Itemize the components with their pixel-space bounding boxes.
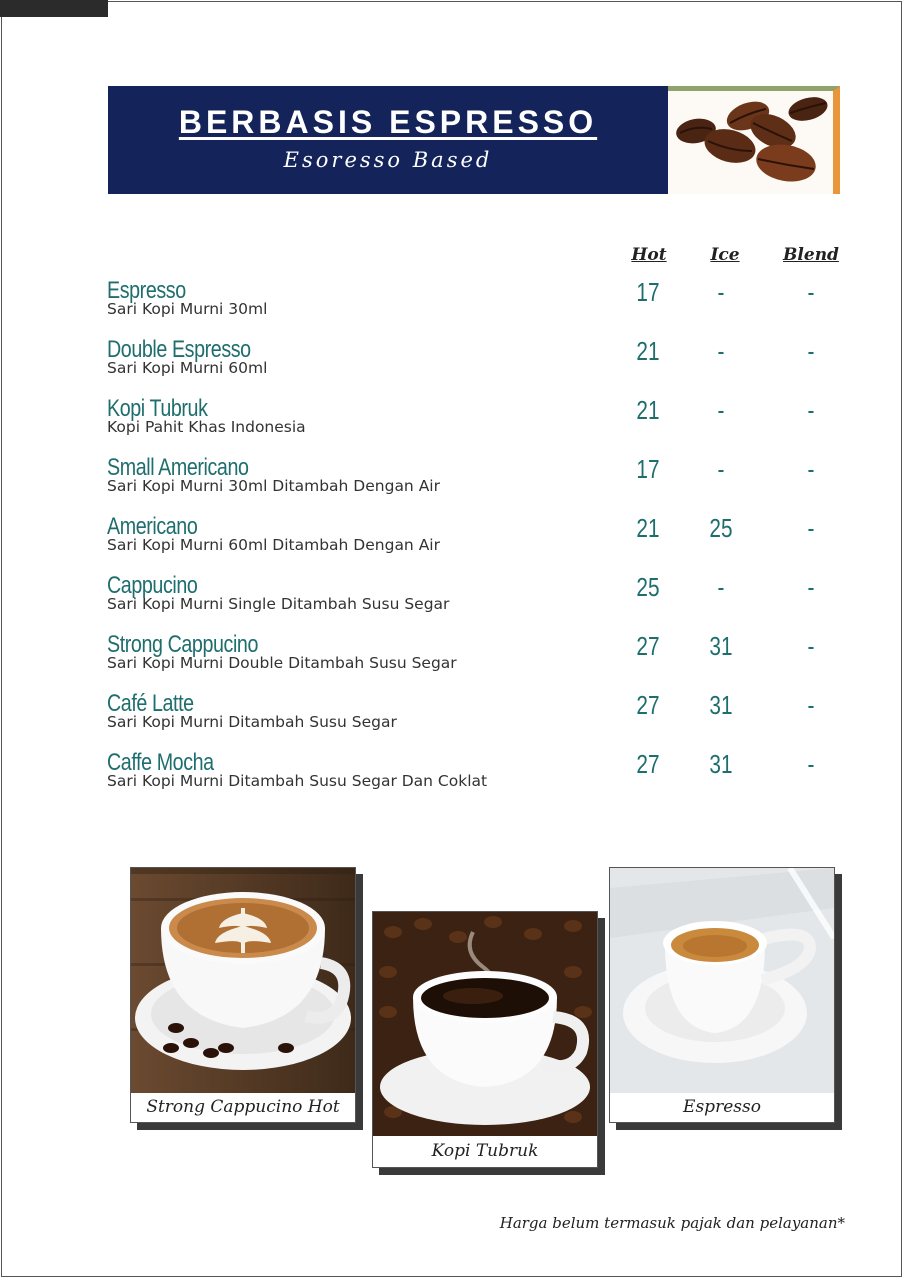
corner-tab xyxy=(0,0,108,17)
coffee-beans-icon xyxy=(668,86,840,194)
column-header-blend: Blend xyxy=(783,245,839,265)
menu-item-name: Espresso xyxy=(107,277,186,304)
price-ice: 31 xyxy=(709,690,733,720)
coffee-cup-icon xyxy=(373,912,597,1136)
photo-caption: Espresso xyxy=(683,1097,761,1117)
menu-item-description: Sari Kopi Murni 60ml xyxy=(107,359,268,377)
menu-item xyxy=(107,749,847,805)
menu-item-description: Sari Kopi Murni 60ml Ditambah Dengan Air xyxy=(107,536,440,554)
menu-item xyxy=(107,572,847,628)
price-ice: - xyxy=(717,395,725,425)
menu-item-name: Americano xyxy=(107,513,198,540)
menu-item xyxy=(107,690,847,746)
price-blend: - xyxy=(807,454,815,484)
menu-item-description: Kopi Pahit Khas Indonesia xyxy=(107,418,306,436)
price-blend: - xyxy=(807,749,815,779)
menu-item xyxy=(107,513,847,569)
price-ice: - xyxy=(717,454,725,484)
price-blend: - xyxy=(807,336,815,366)
photo-card xyxy=(130,867,356,1123)
price-hot: 21 xyxy=(636,336,660,366)
price-hot: 21 xyxy=(636,395,660,425)
price-hot: 17 xyxy=(636,454,660,484)
menu-item-name: Double Espresso xyxy=(107,336,251,363)
header-banner xyxy=(108,86,668,194)
column-header-hot: Hot xyxy=(631,245,667,265)
menu-item xyxy=(107,395,847,451)
price-ice: 31 xyxy=(709,749,733,779)
menu-item-name: Caffe Mocha xyxy=(107,749,214,776)
page-subtitle: Esoresso Based xyxy=(283,148,493,172)
menu-item-description: Sari Kopi Murni 30ml Ditambah Dengan Air xyxy=(107,477,440,495)
price-blend: - xyxy=(807,395,815,425)
espresso-cup-icon xyxy=(610,868,834,1093)
menu-item xyxy=(107,454,847,510)
column-header-ice: Ice xyxy=(710,245,740,265)
price-hot: 27 xyxy=(636,631,660,661)
menu-item-description: Sari Kopi Murni Ditambah Susu Segar xyxy=(107,713,397,731)
menu-item-name: Cappucino xyxy=(107,572,198,599)
menu-item-description: Sari Kopi Murni Double Ditambah Susu Segar xyxy=(107,654,457,672)
menu-item-description: Sari Kopi Murni Ditambah Susu Segar Dan Coklat xyxy=(107,772,488,790)
price-hot: 25 xyxy=(636,572,660,602)
price-ice: - xyxy=(717,336,725,366)
price-blend: - xyxy=(807,513,815,543)
price-ice: - xyxy=(717,572,725,602)
photo-caption: Kopi Tubruk xyxy=(431,1141,539,1161)
price-hot: 27 xyxy=(636,690,660,720)
photo-card xyxy=(609,867,835,1123)
price-blend: - xyxy=(807,690,815,720)
menu-item-description: Sari Kopi Murni Single Ditambah Susu Segar xyxy=(107,595,450,613)
menu-item-name: Small Americano xyxy=(107,454,249,481)
price-blend: - xyxy=(807,277,815,307)
menu-item-name: Strong Cappucino xyxy=(107,631,258,658)
page-title: BERBASIS ESPRESSO xyxy=(178,104,598,140)
menu-item-name: Kopi Tubruk xyxy=(107,395,208,422)
price-blend: - xyxy=(807,631,815,661)
price-hot: 21 xyxy=(636,513,660,543)
price-ice: - xyxy=(717,277,725,307)
price-ice: 31 xyxy=(709,631,733,661)
price-ice: 25 xyxy=(709,513,733,543)
photo-caption: Strong Cappucino Hot xyxy=(146,1097,340,1117)
menu-item xyxy=(107,631,847,687)
photo-card xyxy=(372,911,598,1168)
cappuccino-cup-icon xyxy=(131,868,355,1093)
menu-item-description: Sari Kopi Murni 30ml xyxy=(107,300,268,318)
price-hot: 17 xyxy=(636,277,660,307)
price-hot: 27 xyxy=(636,749,660,779)
menu-item-name: Café Latte xyxy=(107,690,194,717)
menu-item xyxy=(107,277,847,333)
menu-item xyxy=(107,336,847,392)
footnote: Harga belum termasuk pajak dan pelayanan* xyxy=(499,1214,845,1232)
price-blend: - xyxy=(807,572,815,602)
